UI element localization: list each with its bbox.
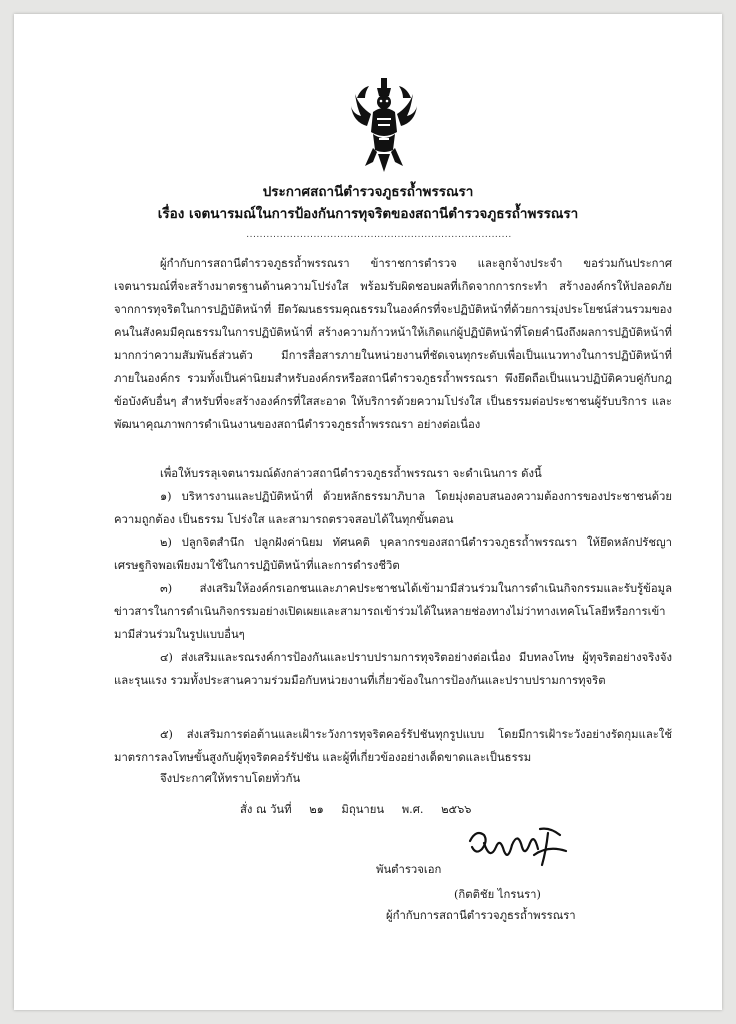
title-divider: ............................................................................... — [246, 230, 512, 240]
signatory-name: (กิตติชัย ไกรนรา) — [454, 888, 541, 901]
dateline-order: สั่ง ณ วันที่ — [240, 803, 292, 816]
list-item-5: ๕) ส่งเสริมการต่อต้านและเฝ้าระวังการทุจริตคอร์รัปชันทุกรูปแบบ โดยมีการเฝ้าระวังอย่างรัดกุมและใช้มาตรการลงโทษขั้นสูงกับผู้ทุจริตคอร์รัปชัน และผู้ที่เกี่ยวข้องอย่างเด็ดขาดและเป็นธรรม — [114, 728, 672, 764]
dateline — [240, 800, 485, 818]
dateline-year: ๒๕๖๖ — [441, 803, 472, 816]
closing-statement: จึงประกาศให้ทราบโดยทั่วกัน — [160, 772, 301, 785]
garuda-emblem-icon — [351, 76, 417, 174]
announcement-title: ประกาศสถานีตำรวจภูธรถ้ำพรรณรา — [262, 184, 474, 200]
announcement-subject: เรื่อง เจตนารมณ์ในการป้องกันการทุจริตของสถานีตำรวจภูธรถ้ำพรรณรา — [157, 206, 579, 222]
signatory-rank: พันตำรวจเอก — [376, 863, 442, 876]
document-page — [14, 14, 722, 1010]
list-item-1: ๑) บริหารงานและปฏิบัติหน้าที่ ด้วยหลักธรรมาภิบาล โดยมุ่งตอบสนองความต้องการของประชาชนด้วยความถูกต้อง เป็นธรรม โปร่งใส และสามารถตรวจสอบได้ในทุกขั้นตอน — [114, 490, 672, 526]
dateline-era: พ.ศ. — [401, 803, 424, 816]
dateline-month: มิถุนายน — [341, 803, 385, 816]
intro-paragraph: ผู้กำกับการสถานีตำรวจภูธรถ้ำพรรณรา ข้าราชการตำรวจ และลูกจ้างประจำ ขอร่วมกันประกาศเจตนารมณ์ที่จะสร้างมาตรฐานด้านความโปร่งใส พร้อมรับผิดชอบผลที่เกิดจากการกระทำ สร้างองค์กรให้ปลอดภัยจากการทุจริตในการปฏิบัติหน้าที่ ยึดวัฒนธรรมคุณธรรมในองค์กรที่จะปฏิบัติหน้าที่ด้วยการมุ่งประโยชน์ส่วนรวมของคนในสังคมมีคุณธรรมในการปฏิบัติหน้าที่ สร้างความก้าวหน้าให้เกิดแก่ผู้ปฏิบัติหน้าที่โดยคำนึงถึงผลการปฏิบัติหน้าที่มากกว่าความสัมพันธ์ส่วนตัว มีการสื่อสารภายในหน่วยงานที่ชัดเจนทุกระดับเพื่อเป็นแนวทางในการปฏิบัติหน้าที่ภายในองค์กร รวมทั้งเป็นค่านิยมสำหรับองค์กรหรือสถานีตำรวจภูธรถ้ำพรรณรา พึงยึดถือเป็นแนวปฏิบัติควบคู่กับกฎ ข้อบังคับอื่นๆ สำหรับที่จะสร้างองค์กรที่ใสสะอาด ให้บริการด้วยความโปร่งใส เป็นธรรมต่อประชาชนผู้รับบริการ และพัฒนาคุณภาพการดำเนินงานของสถานีตำรวจภูธรถ้ำพรรณรา อย่างต่อเนื่อง — [114, 257, 672, 431]
preamble-paragraph: เพื่อให้บรรลุเจตนารมณ์ดังกล่าวสถานีตำรวจภูธรถ้ำพรรณรา จะดำเนินการ ดังนี้ — [160, 467, 542, 480]
list-item-2: ๒) ปลูกจิตสำนึก ปลูกฝังค่านิยม ทัศนคติ บุคลากรของสถานีตำรวจภูธรถ้ำพรรณรา ให้ยึดหลักปรัชญาเศรษฐกิจพอเพียงมาใช้ในการปฏิบัติหน้าที่และการดำรงชีวิต — [114, 536, 672, 572]
dateline-day: ๒๑ — [309, 803, 324, 816]
signatory-position: ผู้กำกับการสถานีตำรวจภูธรถ้ำพรรณรา — [386, 909, 576, 922]
list-item-3: ๓) ส่งเสริมให้องค์กรเอกชนและภาคประชาชนได้เข้ามามีส่วนร่วมในการดำเนินกิจกรรมและรับรู้ข้อมูลข่าวสารในการดำเนินกิจกรรมอย่างเปิดเผยและสามารถเข้าร่วมได้ในหลายช่องทางไม่ว่าทางเทคโนโลยีหรือการเข้ามามีส่วนร่วมในรูปแบบอื่นๆ — [114, 582, 672, 641]
signature-icon — [462, 821, 572, 871]
list-item-4: ๔) ส่งเสริมและรณรงค์การป้องกันและปราบปรามการทุจริตอย่างต่อเนื่อง มีบทลงโทษ ผู้ทุจริตอย่างจริงจังและรุนแรง รวมทั้งประสานความร่วมมือกับหน่วยงานที่เกี่ยวข้องในการป้องกันและปราบปรามการทุจริต — [114, 651, 672, 687]
